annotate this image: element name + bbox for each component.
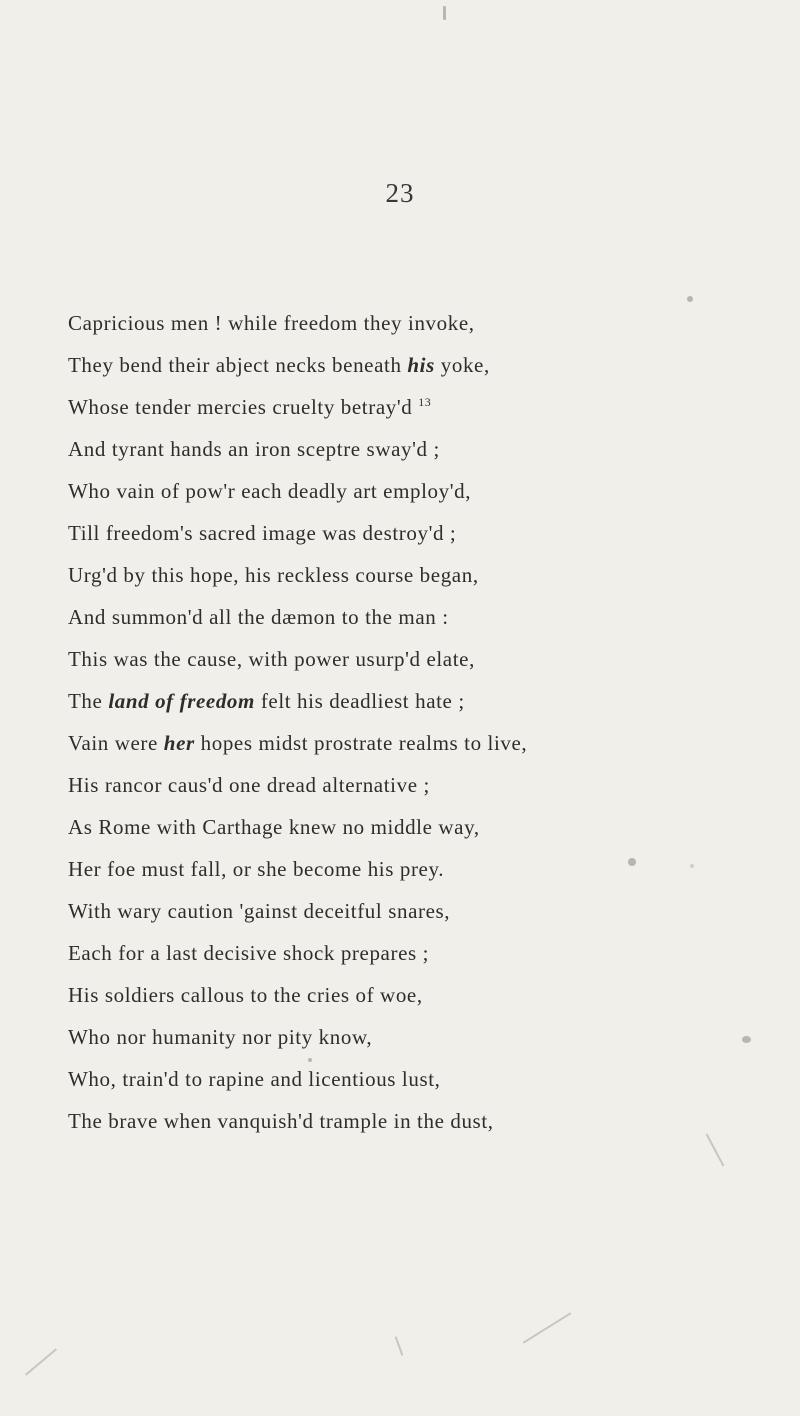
poem-line: His soldiers callous to the cries of woe, [68, 983, 423, 1007]
emphasis-text: his [407, 353, 435, 377]
page-number: 23 [385, 178, 415, 208]
paper-speck [308, 1058, 312, 1062]
poem-line: His rancor caus'd one dread alternative ; [68, 773, 430, 797]
poem-line: Capricious men ! while freedom they invoke, [68, 311, 475, 335]
poem-line: Who vain of pow'r each deadly art employ'd, [68, 479, 472, 503]
line-text: They bend their abject necks beneath [68, 353, 408, 377]
line-text: Whose tender mercies cruelty betray'd [68, 395, 413, 419]
poem-line: Who, train'd to rapine and licentious lust, [68, 1067, 441, 1091]
poem-line [68, 688, 465, 714]
emphasis-text: land of freedom [108, 689, 255, 713]
paper-speck [690, 864, 694, 868]
poem-line: This was the cause, with power usurp'd elate, [68, 647, 475, 671]
line-text: hopes midst prostrate realms to live, [194, 731, 528, 755]
line-text: felt his deadliest hate ; [254, 689, 465, 713]
poem-line: Each for a last decisive shock prepares ; [68, 941, 430, 965]
poem-line: Who nor humanity nor pity know, [68, 1025, 373, 1049]
poem-line: With wary caution 'gainst deceitful snares, [68, 899, 451, 923]
poem-line [68, 352, 490, 378]
footnote-marker: 13 [418, 395, 432, 409]
poem-line [68, 394, 431, 420]
poem-line: As Rome with Carthage knew no middle way, [68, 815, 480, 839]
poem-line: Her foe must fall, or she become his prey. [68, 857, 445, 881]
paper-speck [443, 6, 446, 20]
poem-line: Urg'd by this hope, his reckless course began, [68, 563, 479, 587]
poem-line: And tyrant hands an iron sceptre sway'd ; [68, 437, 440, 461]
line-text: The [68, 689, 109, 713]
poem-line [68, 730, 527, 756]
paper-speck [742, 1036, 751, 1043]
poem-line: Till freedom's sacred image was destroy'd ; [68, 521, 457, 545]
paper-speck [687, 296, 693, 302]
line-text: yoke, [434, 353, 490, 377]
emphasis-text: her [163, 731, 195, 755]
poem-line: And summon'd all the dæmon to the man : [68, 605, 449, 629]
line-text: Vain were [68, 731, 164, 755]
poem-line: The brave when vanquish'd trample in the dust, [68, 1109, 494, 1133]
paper-speck [628, 858, 636, 866]
